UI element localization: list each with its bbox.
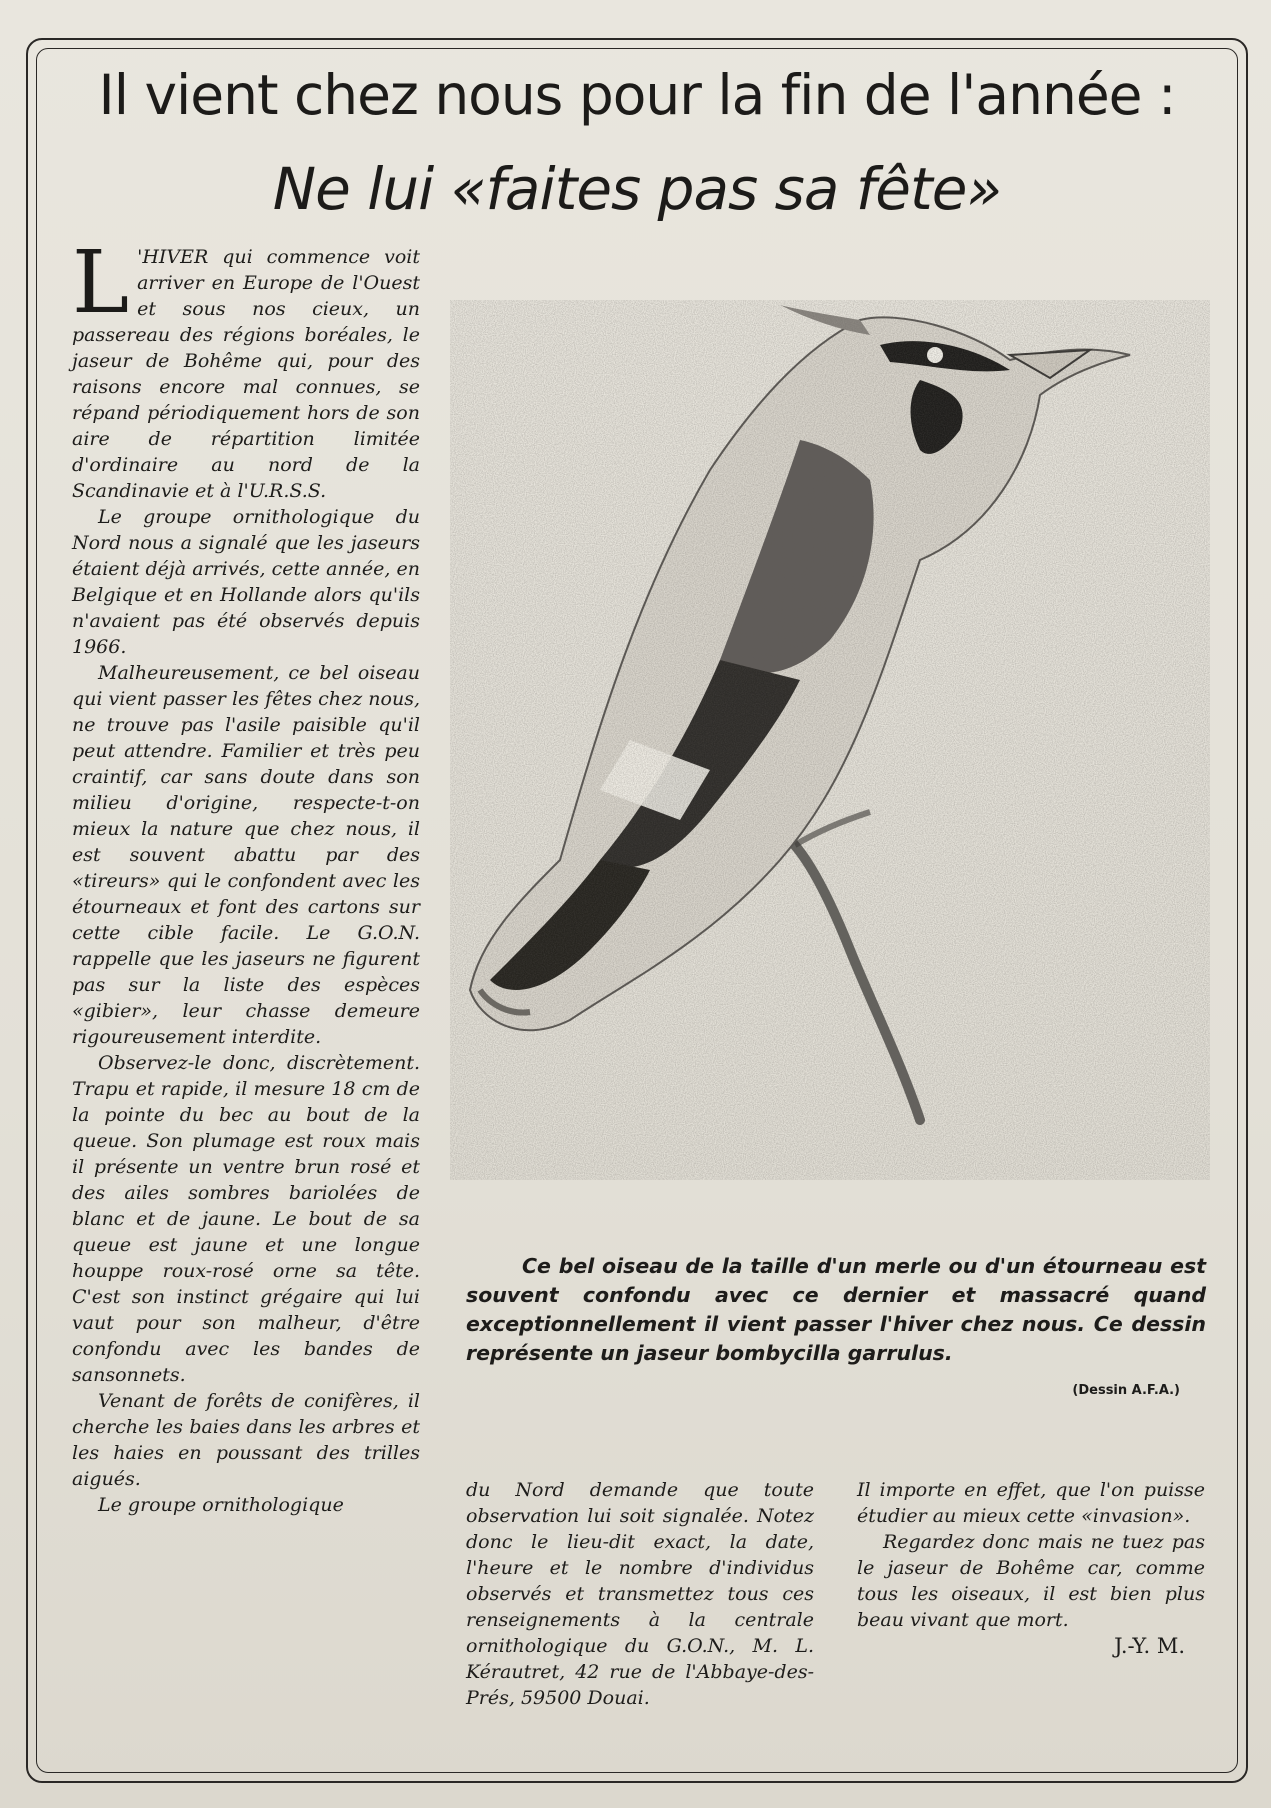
paragraph: Malheureusement, ce bel oiseau qui vient passer les fêtes chez nous, ne trouve pas l'asile paisible qu'il peut attendre. Familier et très peu craintif, car sans doute dans son milieu d'origine, respecte-t-on mieux la nature que chez nous, il est souvent abattu par des «tireurs» qui le confondent avec les étourneaux et font des cartons sur cette cible facile. Le G.O.N. rappelle que les jaseurs ne figurent pas sur la liste des espèces «gibier», leur chasse demeure rigoureusement interdite. xyxy=(72,662,420,1048)
subheadline: Ne lui «faites pas sa fête» xyxy=(272,155,1002,223)
paragraph-text: 'HIVER qui commence voit arriver en Europe de l'Ouest et sous nos cieux, un passereau des régions boréales, le jaseur de Bohême qui, pour des raisons encore mal connues, se répand périodiquement hors de son aire de répartition limitée d'ordinaire au nord de la Scandinavie et à l'U.R.S.S. xyxy=(72,246,420,502)
illustration-credit: (Dessin A.F.A.) xyxy=(1072,1383,1180,1398)
waxwing-bird-illustration xyxy=(450,300,1210,1180)
paragraph: Observez-le donc, discrètement. Trapu et rapide, il mesure 18 cm de la pointe du bec au bout de la queue. Son plumage est roux mais il présente un ventre brun rosé et des ailes sombres bariolées de blanc et de jaune. Le bout de sa queue est jaune et une longue houppe roux-rosé orne sa tête. C'est son instinct grégaire qui lui vaut pour son malheur, d'être confondu avec les bandes de sansonnets. xyxy=(72,1052,420,1386)
paragraph: Regardez donc mais ne tuez pas le jaseur de Bohême car, comme tous les oiseaux, il est bien plus beau vivant que mort. xyxy=(857,1531,1205,1631)
article-column-3 xyxy=(857,1477,1205,1659)
paragraph: Le groupe ornithologique du Nord nous a signalé que les jaseurs étaient déjà arrivés, cette année, en Belgique et en Hollande alors qu'ils n'avaient pas été observés depuis 1966. xyxy=(72,506,420,658)
article-column-2 xyxy=(466,1477,814,1711)
paragraph: Venant de forêts de conifères, il cherche les baies dans les arbres et les haies en poussant des trilles aigués. xyxy=(72,1390,420,1490)
paragraph xyxy=(72,233,420,504)
paragraph: du Nord demande que toute observation lui soit signalée. Notez donc le lieu-dit exact, la date, l'heure et le nombre d'individus observés et transmettez tous ces renseignements à la centrale ornithologique du G.O.N., M. L. Kérautret, 42 rue de l'Abbaye-des-Prés, 59500 Douai. xyxy=(466,1479,814,1709)
headline: Il vient chez nous pour la fin de l'année : xyxy=(98,63,1176,127)
article-column-1 xyxy=(72,233,420,1518)
illustration-caption: Ce bel oiseau de la taille d'un merle ou d'un étourneau est souvent confondu avec ce dernier et massacré quand exceptionnellement il vient passer l'hiver chez nous. Ce dessin représente un jaseur bombycilla garrulus. xyxy=(466,1254,1206,1365)
paragraph: Il importe en effet, que l'on puisse étudier au mieux cette «invasion». xyxy=(857,1479,1205,1527)
paragraph: Le groupe ornithologique xyxy=(98,1494,344,1516)
author-signature: J.-Y. M. xyxy=(1114,1634,1185,1658)
drop-cap: L xyxy=(72,233,130,333)
